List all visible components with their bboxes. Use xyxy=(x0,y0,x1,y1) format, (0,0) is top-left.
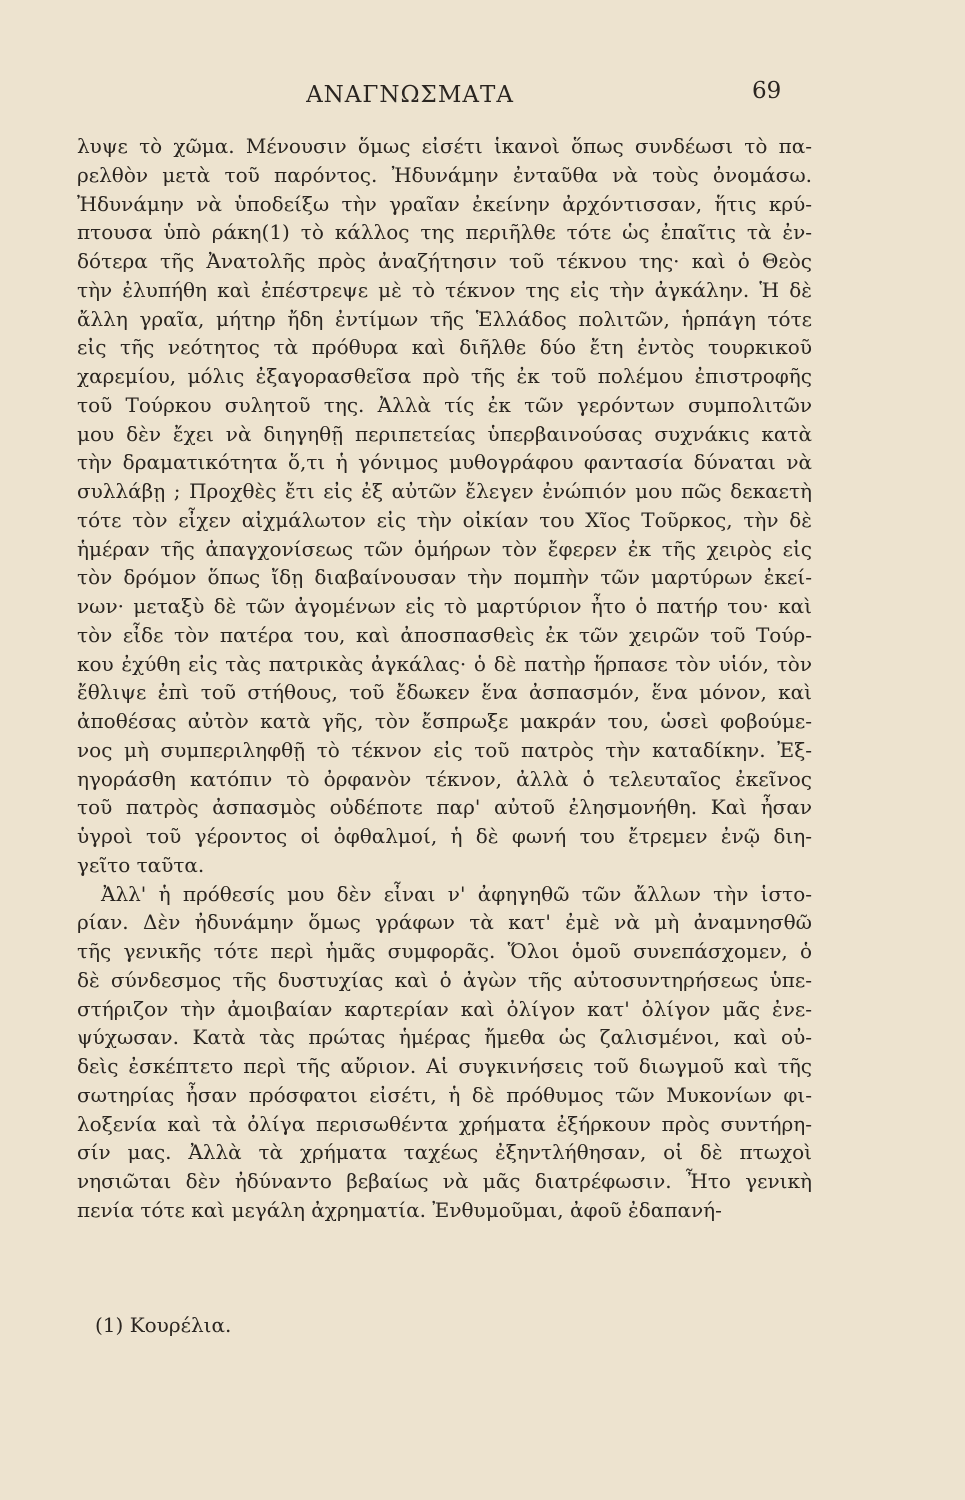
text-line: λυψε τὸ χῶμα. Μένουσιν ὅμως εἰσέτι ἱκανοὶ ὅπως συνδέωσι τὸ πα- xyxy=(77,134,812,158)
text-line: νος μὴ συμπεριληφθῇ τὸ τέκνον εἰς τοῦ πατρὸς τὴν καταδίκην. Ἐξ- xyxy=(77,737,812,762)
text-line: σίν μας. Ἀλλὰ τὰ χρήματα ταχέως ἐξηντλήθησαν, οἱ δὲ πτωχοὶ xyxy=(77,1140,812,1165)
page-header xyxy=(0,78,965,114)
text-line: νων· μεταξὺ δὲ τῶν ἀγομένων εἰς τὸ μαρτύριον ἦτο ὁ πατήρ του· καὶ xyxy=(77,594,812,618)
text-line: Ἠδυνάμην νὰ ὑποδείξω τὴν γραῖαν ἐκείνην ἀρχόντισσαν, ἥτις κρύ- xyxy=(77,191,812,216)
text-line: εἰς τῆς νεότητος τὰ πρόθυρα καὶ διῆλθε δύο ἔτη ἐντὸς τουρκικοῦ xyxy=(77,335,812,360)
text-line: τὴν δραματικότητα ὅ,τι ἡ γόνιμος μυθογράφου φαντασία δύναται νὰ xyxy=(77,450,812,475)
text-line: τότε τὸν εἶχεν αἰχμάλωτον εἰς τὴν οἰκίαν του Χῖος Τοῦρκος, τὴν δὲ xyxy=(77,507,812,532)
text-line: τὴν ἐλυπήθη καὶ ἐπέστρεψε μὲ τὸ τέκνον της εἰς τὴν ἀγκάλην. Ἡ δὲ xyxy=(77,277,812,302)
page-number: 69 xyxy=(752,78,782,104)
text-line: τοῦ πατρὸς ἀσπασμὸς οὐδέποτε παρ' αὐτοῦ ἐλησμονήθη. Καὶ ἦσαν xyxy=(77,795,812,820)
text-line: τοῦ Τούρκου συλητοῦ της. Ἀλλὰ τίς ἐκ τῶν γερόντων συμπολιτῶν xyxy=(77,392,812,417)
text-line: χαρεμίου, μόλις ἐξαγορασθεῖσα πρὸ τῆς ἐκ τοῦ πολέμου ἐπιστροφῆς xyxy=(77,364,812,388)
footnote: (1) Κουρέλια. xyxy=(95,1313,232,1337)
text-line: κου ἐχύθη εἰς τὰς πατρικὰς ἀγκάλας· ὁ δὲ πατὴρ ἥρπασε τὸν υἱόν, τὸν xyxy=(77,651,812,676)
text-line: τὸν δρόμον ὅπως ἴδῃ διαβαίνουσαν τὴν πομπὴν τῶν μαρτύρων ἐκεί- xyxy=(77,565,812,590)
text-line: ἄλλη γραῖα, μήτηρ ἤδη ἐντίμων τῆς Ἑλλάδος πολιτῶν, ἡρπάγη τότε xyxy=(77,306,812,331)
text-line: τῆς γενικῆς τότε περὶ ἡμᾶς συμφορᾶς. Ὅλοι ὁμοῦ συνεπάσχομεν, ὁ xyxy=(77,939,812,963)
text-line: δότερα τῆς Ἀνατολῆς πρὸς ἀναζήτησιν τοῦ τέκνου της· καὶ ὁ Θεὸς xyxy=(77,249,812,273)
text-line: ψύχωσαν. Κατὰ τὰς πρώτας ἡμέρας ἤμεθα ὡς ζαλισμένοι, καὶ οὐ- xyxy=(77,1025,812,1050)
text-line: δὲ σύνδεσμος τῆς δυστυχίας καὶ ὁ ἀγὼν τῆς αὐτοσυντηρήσεως ὑπε- xyxy=(77,967,812,992)
text-line: ὑγροὶ τοῦ γέροντος οἱ ὀφθαλμοί, ἡ δὲ φωνή του ἔτρεμεν ἐνῷ διη- xyxy=(77,824,812,848)
text-line: νησιῶται δὲν ἠδύναντο βεβαίως νὰ μᾶς διατρέφωσιν. Ἦτο γενικὴ xyxy=(77,1169,812,1193)
body-text xyxy=(77,132,812,1225)
text-line: δεὶς ἐσκέπτετο περὶ τῆς αὔριον. Αἱ συγκινήσεις τοῦ διωγμοῦ καὶ τῆς xyxy=(77,1054,812,1078)
text-line: ἡμέραν τῆς ἀπαγχονίσεως τῶν ὁμήρων τὸν ἔφερεν ἐκ τῆς χειρὸς εἰς xyxy=(77,536,812,561)
running-title: ΑΝΑΓΝΩΣΜΑΤΑ xyxy=(306,82,514,108)
text-line: γεῖτο ταῦτα. xyxy=(77,852,205,877)
text-line: ρελθὸν μετὰ τοῦ παρόντος. Ἠδυνάμην ἐνταῦθα νὰ τοὺς ὀνομάσω. xyxy=(77,162,812,187)
text-line: σωτηρίας ἦσαν πρόσφατοι εἰσέτι, ἡ δὲ πρόθυμος τῶν Μυκονίων φι- xyxy=(77,1082,812,1107)
text-line: τὸν εἶδε τὸν πατέρα του, καὶ ἀποσπασθεὶς ἐκ τῶν χειρῶν τοῦ Τούρ- xyxy=(77,622,812,647)
text-line: πενία τότε καὶ μεγάλη ἀχρηματία. Ἐνθυμοῦμαι, ἀφοῦ ἐδαπανή- xyxy=(77,1197,722,1222)
text-line: Ἀλλ' ἡ πρόθεσίς μου δὲν εἶναι ν' ἀφηγηθῶ τῶν ἄλλων τὴν ἱστο- xyxy=(101,881,812,906)
text-line: ἔθλιψε ἐπὶ τοῦ στήθους, τοῦ ἔδωκεν ἕνα ἀσπασμόν, ἕνα μόνον, καὶ xyxy=(77,680,812,705)
text-line: λοξενία καὶ τὰ ὀλίγα περισωθέντα χρήματα ἐξήρκουν πρὸς συντήρη- xyxy=(77,1111,812,1136)
text-line: ρίαν. Δὲν ἠδυνάμην ὅμως γράφων τὰ κατ' ἐμὲ νὰ μὴ ἀναμνησθῶ xyxy=(77,910,812,935)
text-line: πτουσα ὑπὸ ράκη(1) τὸ κάλλος της περιῆλθε τότε ὡς ἐπαῖτις τὰ ἐν- xyxy=(77,220,812,245)
text-line: στήριζον τὴν ἀμοιβαίαν καρτερίαν καὶ ὀλίγον κατ' ὀλίγον μᾶς ἐνε- xyxy=(77,996,812,1021)
text-line: ἀποθέσας αὐτὸν κατὰ γῆς, τὸν ἔσπρωξε μακράν του, ὡσεὶ φοβούμε- xyxy=(77,709,812,733)
text-line: μου δὲν ἔχει νὰ διηγηθῇ περιπετείας ὑπερβαινούσας συχνάκις κατὰ xyxy=(77,421,812,446)
text-line: συλλάβῃ ; Προχθὲς ἔτι εἰς ἐξ αὐτῶν ἔλεγεν ἐνώπιόν μου πῶς δεκαετὴ xyxy=(77,479,812,503)
text-line: ηγοράσθη κατόπιν τὸ ὀρφανὸν τέκνον, ἀλλὰ ὁ τελευταῖος ἐκεῖνος xyxy=(77,766,812,791)
